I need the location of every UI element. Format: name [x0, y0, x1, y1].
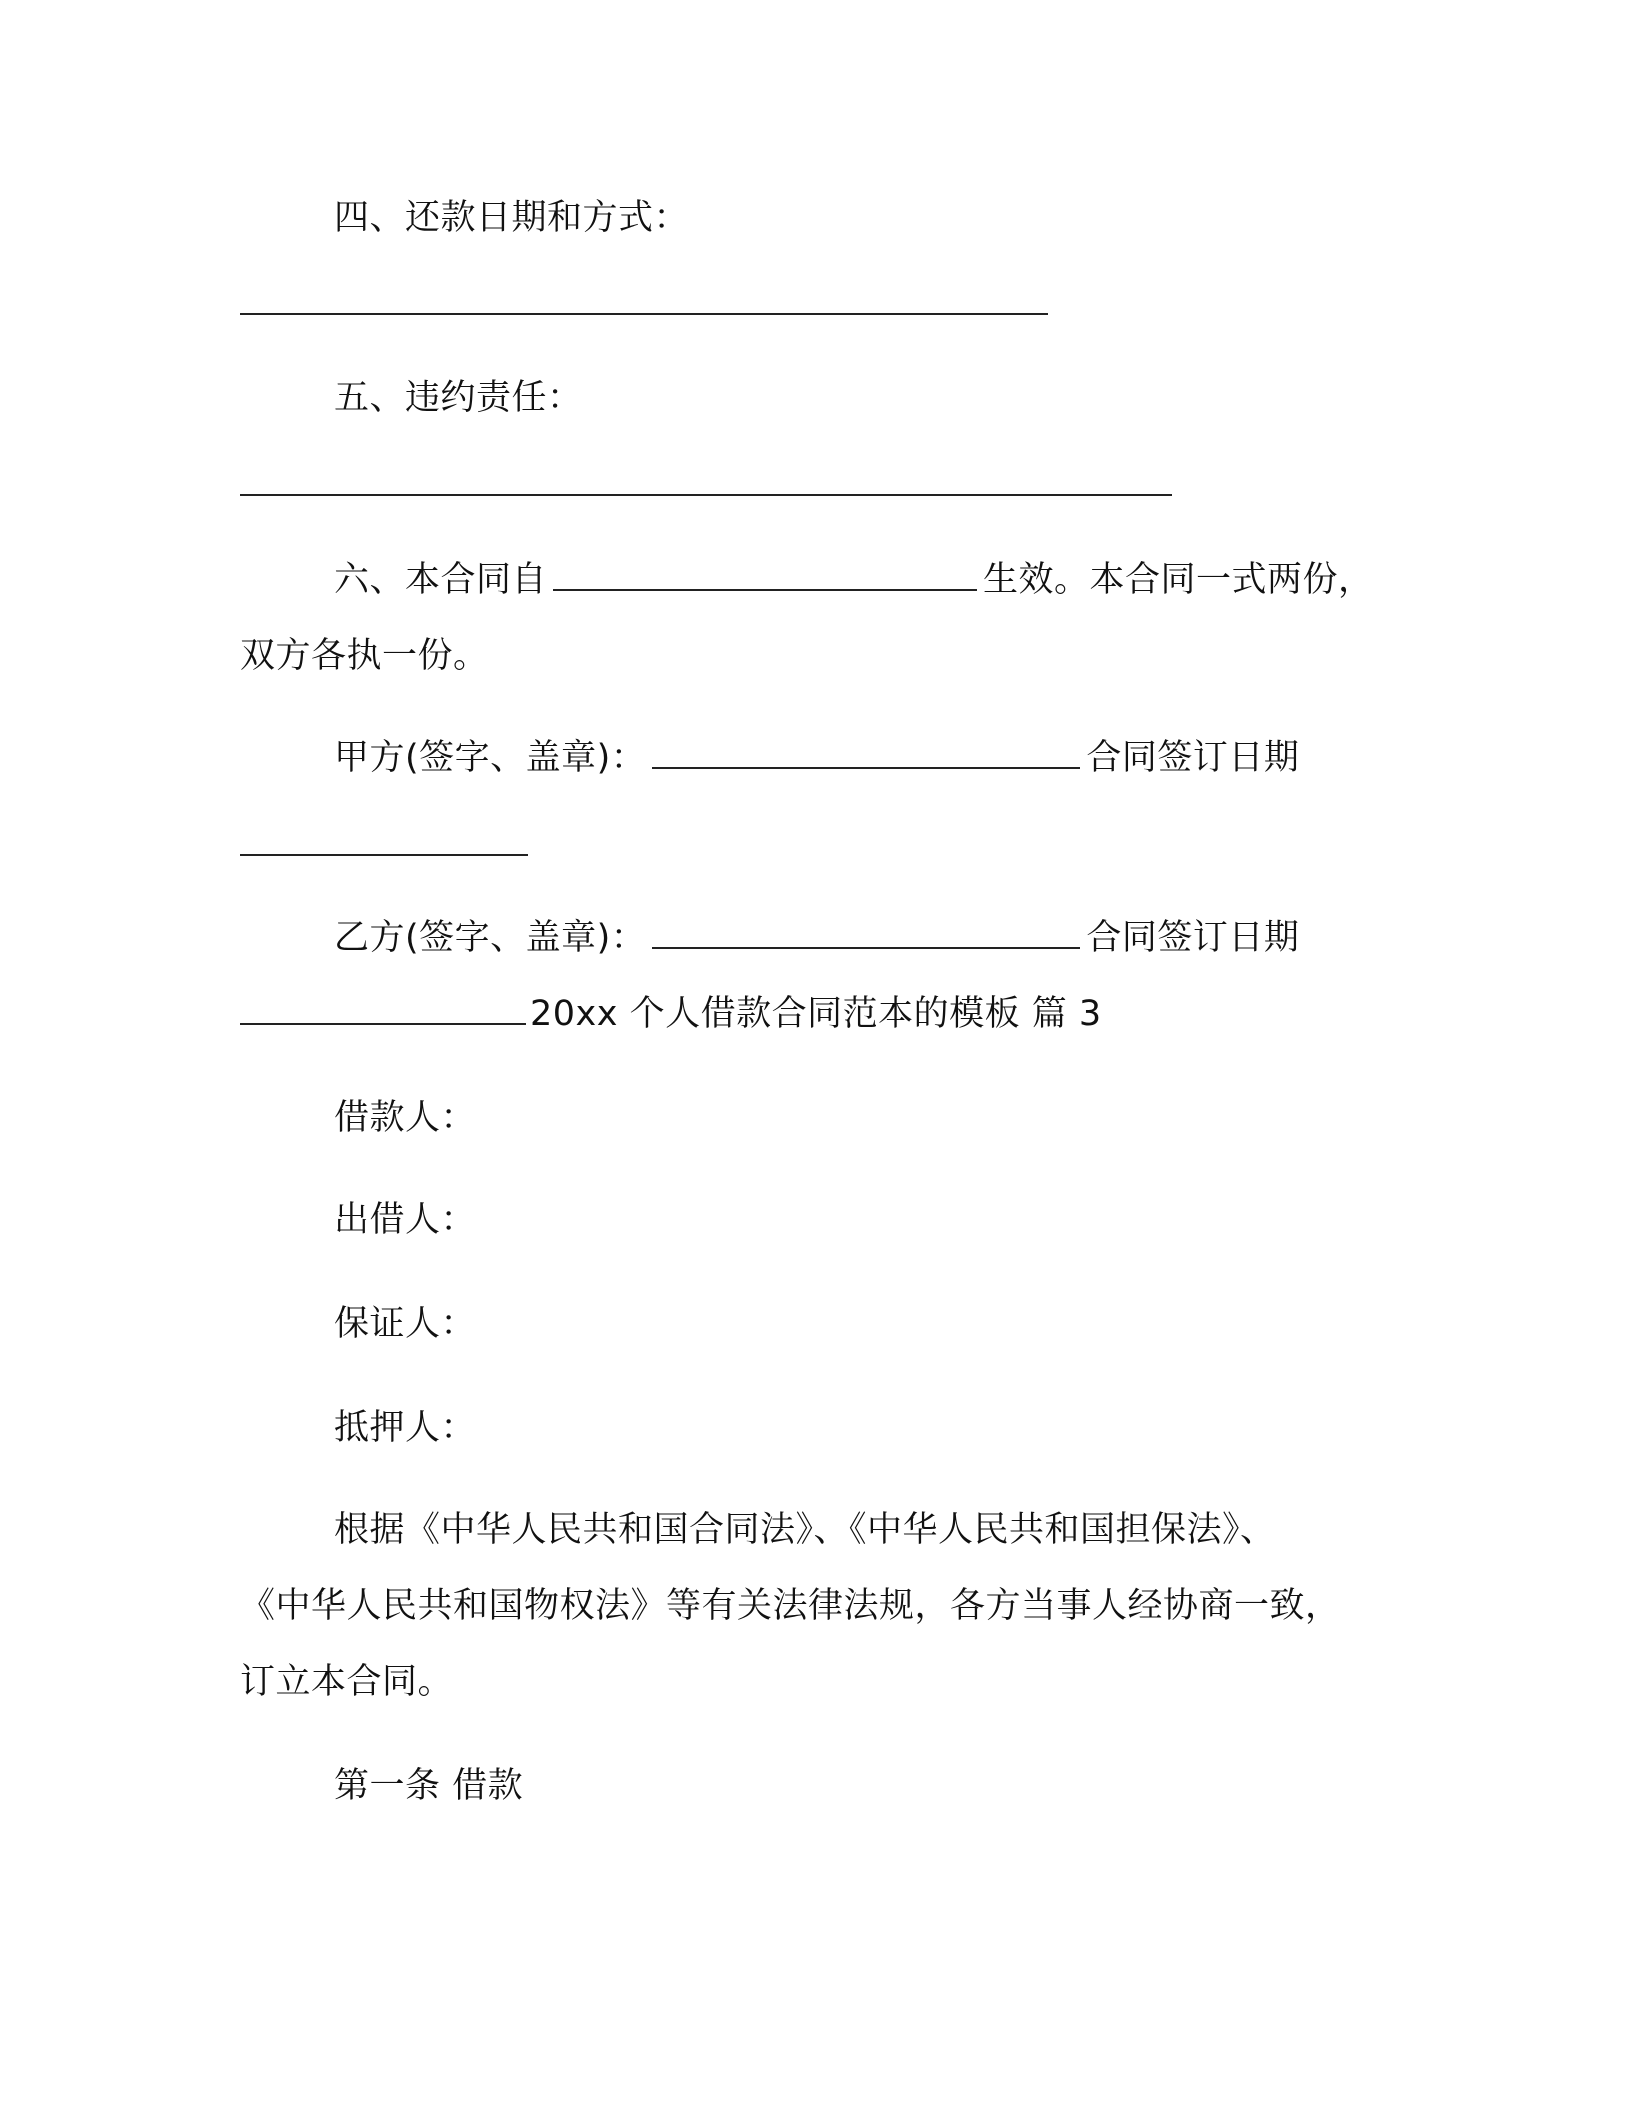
party-b-date-label: 合同签订日期 — [1086, 918, 1300, 958]
effective-date-blank — [553, 559, 977, 591]
party-a-signature-blank — [652, 737, 1080, 769]
party-a-label: 甲方(签字、盖章)： — [334, 738, 647, 778]
section-5-label: 五、违约责任： — [334, 378, 583, 418]
party-a-date-label: 合同签订日期 — [1086, 738, 1300, 778]
section-6-part2: 生效。本合同一式两份， — [983, 560, 1374, 600]
section-6-part1: 六、本合同自 — [334, 560, 548, 600]
preamble-line-1: 根据《中华人民共和国合同法》、《中华人民共和国担保法》、 — [334, 1510, 1276, 1550]
borrower-label: 借款人： — [334, 1098, 477, 1138]
party-b-date-line — [240, 990, 1102, 1038]
party-b-date-blank — [240, 993, 526, 1025]
lender-label: 出借人： — [334, 1200, 477, 1240]
preamble-line-3: 订立本合同。 — [240, 1662, 454, 1702]
article-1-heading: 第一条 借款 — [334, 1766, 524, 1806]
party-a-date-blank-line — [240, 854, 528, 856]
section-6-line — [334, 556, 1374, 604]
party-b-signature-blank — [652, 917, 1080, 949]
party-b-line — [334, 914, 1299, 962]
preamble-line-2: 《中华人民共和国物权法》等有关法律法规，各方当事人经协商一致， — [240, 1586, 1341, 1626]
section-6-continuation: 双方各执一份。 — [240, 636, 489, 676]
section-4-label: 四、还款日期和方式： — [334, 198, 690, 238]
mortgagor-label: 抵押人： — [334, 1408, 477, 1448]
section-5-blank-line — [240, 494, 1172, 496]
next-template-title: 20xx 个人借款合同范本的模板 篇 3 — [530, 994, 1102, 1034]
party-b-label: 乙方(签字、盖章)： — [334, 918, 647, 958]
section-4-blank-line — [240, 313, 1048, 315]
guarantor-label: 保证人： — [334, 1304, 477, 1344]
party-a-line — [334, 734, 1299, 782]
